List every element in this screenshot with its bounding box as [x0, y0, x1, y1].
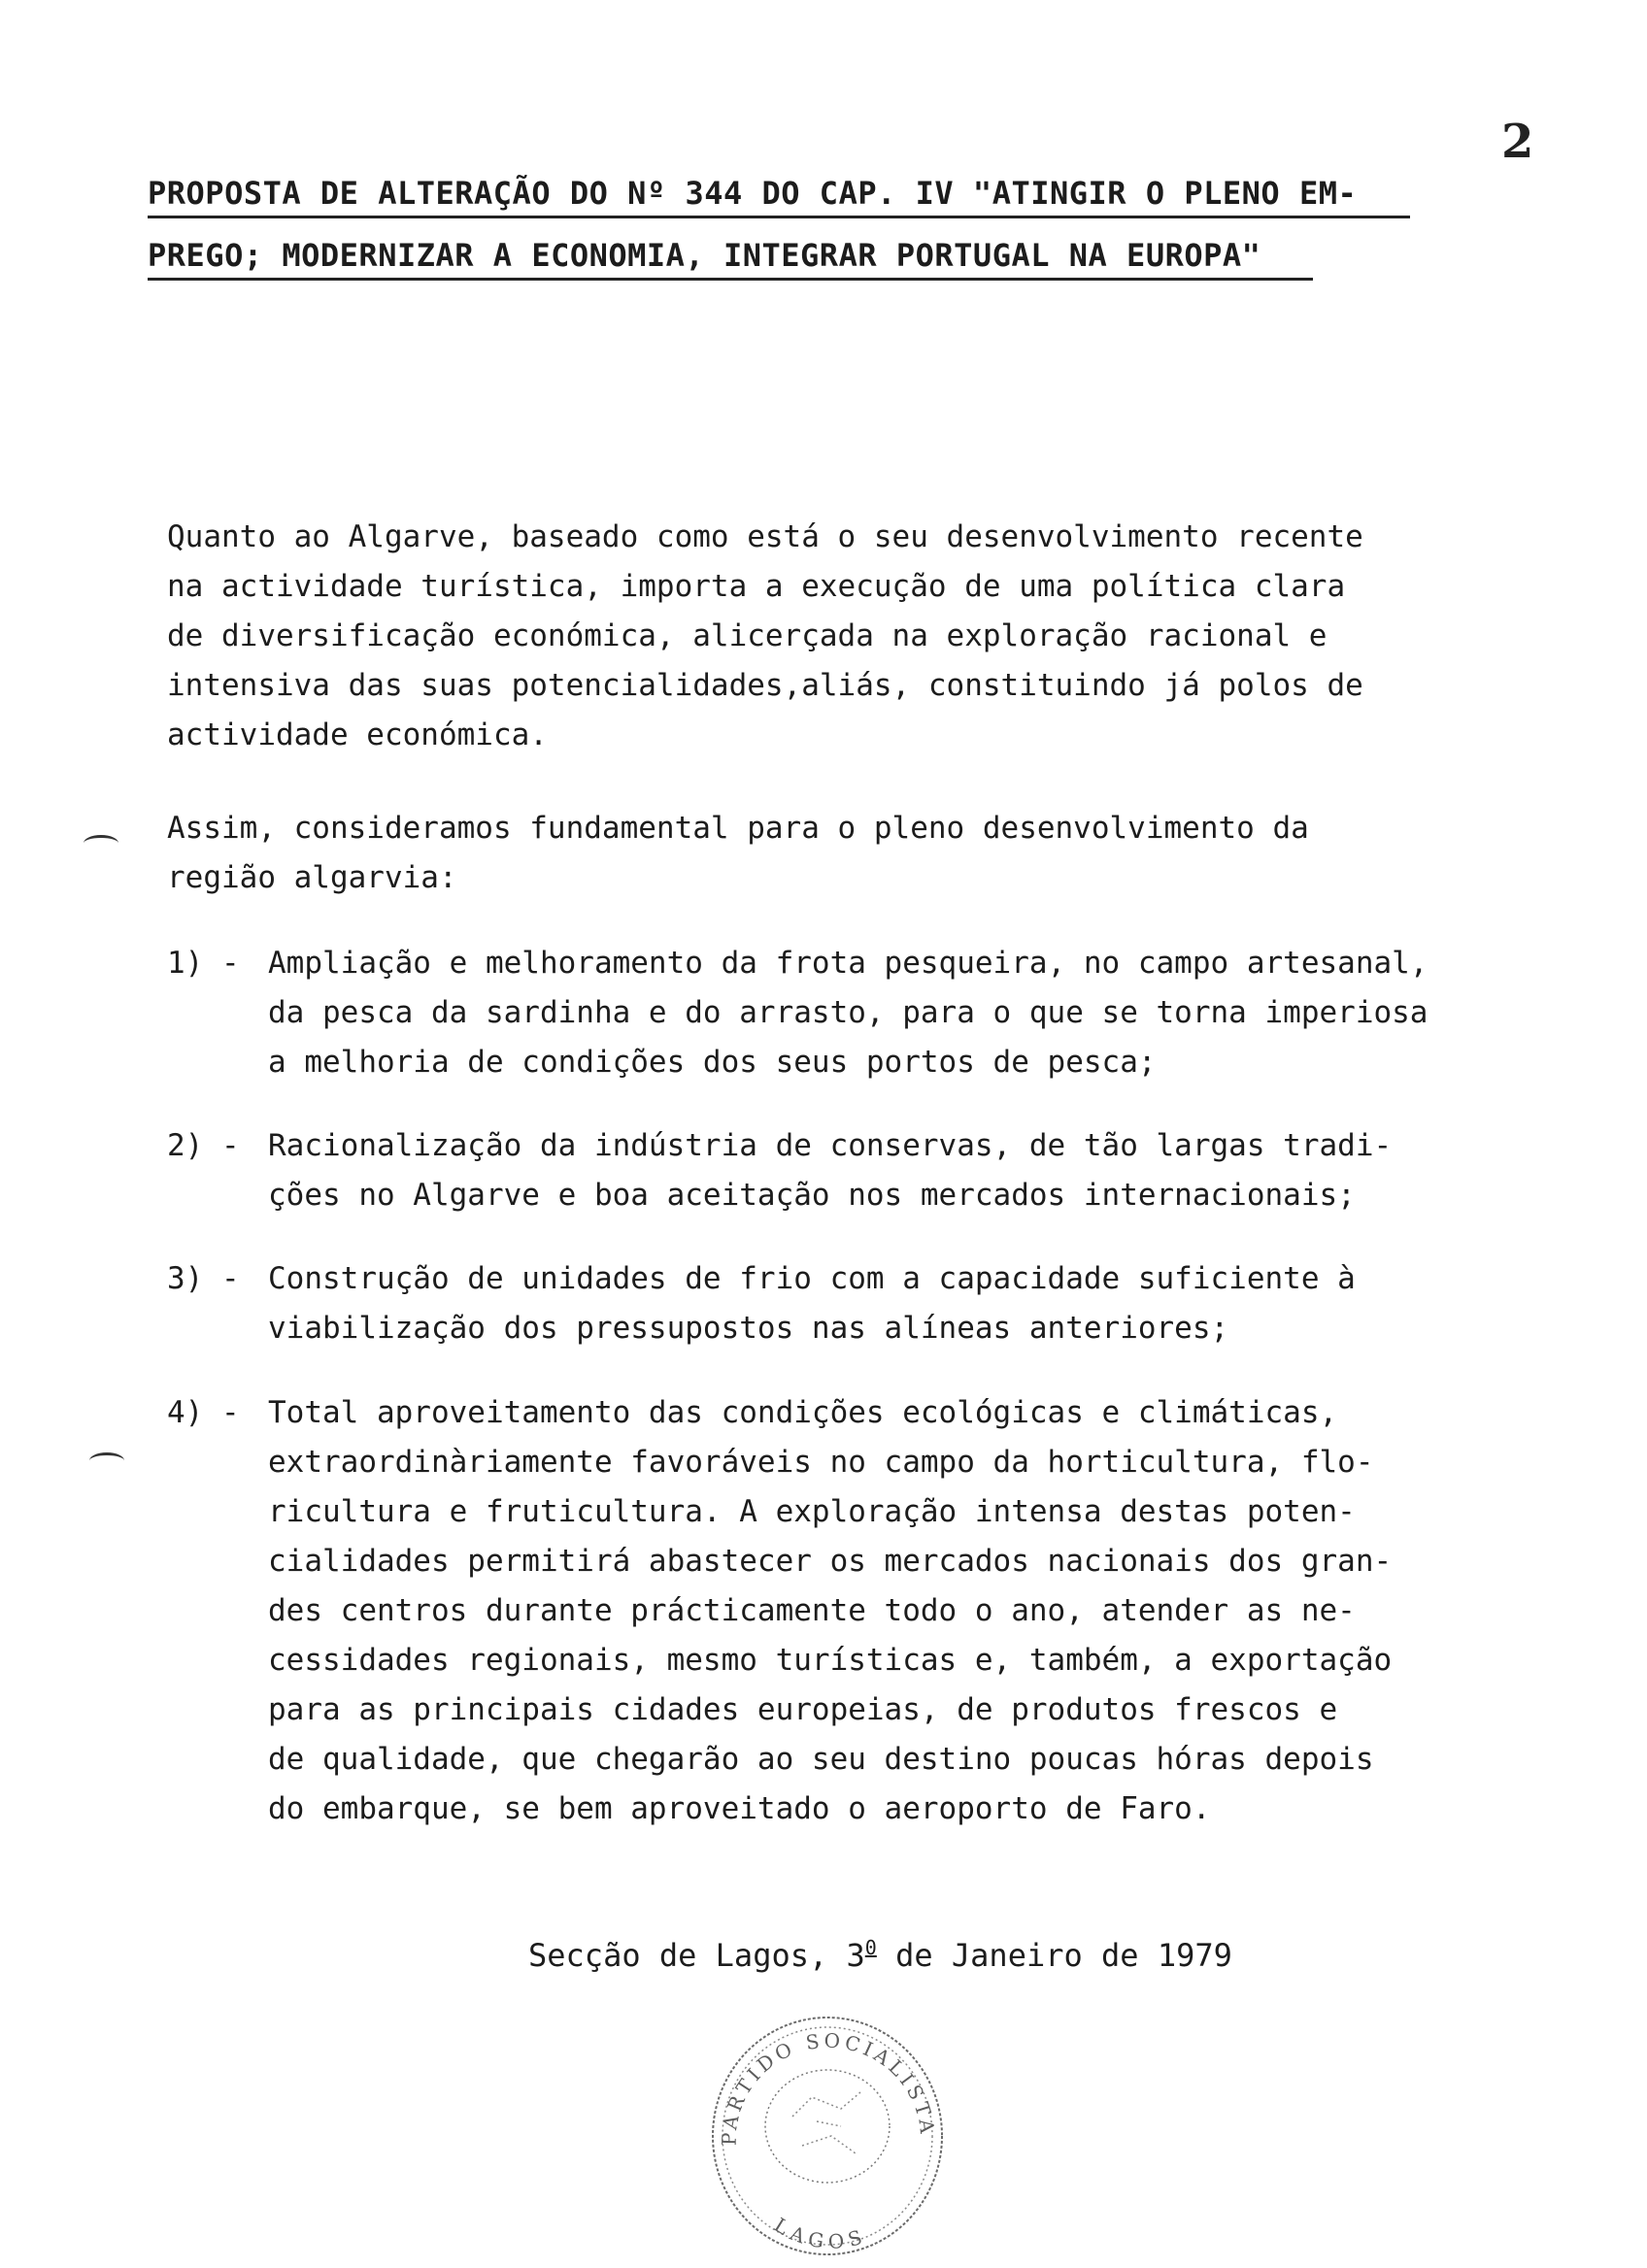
signature-line [528, 1936, 1232, 1974]
svg-text:LAGOS [770, 2213, 870, 2253]
list-item-number: 2) - [167, 1128, 240, 1163]
intro-paragraph: Quanto ao Algarve, baseado como está o seu desenvolvimento recente na actividade turística, importa a execução de uma política clara de diversificação económica, alicerçada na exploração racional e intensiva das suas potencialidades,aliás, constituindo já polos de actividade económica. [167, 519, 1363, 752]
list-item-number: 3) - [167, 1261, 240, 1296]
margin-mark [84, 835, 118, 851]
page-number: 2 [1501, 115, 1534, 169]
margin-mark [89, 1452, 124, 1469]
stamp-bottom-text: LAGOS [770, 2213, 871, 2254]
signature-place-date: Secção de Lagos, 3 [528, 1937, 865, 1974]
party-stamp-seal [695, 2000, 958, 2268]
svg-text:PARTIDO SOCIALISTA [718, 2028, 940, 2146]
list-item-text: Construção de unidades de frio com a capacidade suficiente à viabilização dos pressupostos nas alíneas anteriores; [268, 1261, 1356, 1346]
assim-paragraph: Assim, consideramos fundamental para o pleno desenvolvimento da região algarvia: [167, 811, 1309, 895]
list-item-number: 1) - [167, 946, 240, 981]
list-item-number: 4) - [167, 1395, 240, 1430]
signature-date-rest: de Janeiro de 1979 [876, 1937, 1232, 1974]
document-title-line-2: PREGO; MODERNIZAR A ECONOMIA, INTEGRAR PORTUGAL NA EUROPA" [148, 237, 1313, 281]
signature-ordinal: 0 [864, 1936, 877, 1959]
list-item-text: Ampliação e melhoramento da frota pesqueira, no campo artesanal, da pesca da sardinha e do arrasto, para o que se torna imperiosa a melhoria de condições dos seus portos de pesca; [268, 946, 1429, 1080]
document-title-line-1: PROPOSTA DE ALTERAÇÃO DO Nº 344 DO CAP. IV "ATINGIR O PLENO EM- [148, 175, 1410, 218]
stamp-top-text: PARTIDO SOCIALISTA [717, 2028, 940, 2147]
list-item-text: Racionalização da indústria de conservas, de tão largas tradi- ções no Algarve e boa aceitação nos mercados internacionais; [268, 1128, 1393, 1213]
list-item-text: Total aproveitamento das condições ecológicas e climáticas, extraordinàriamente favoráveis no campo da horticultura, flo- ricultura e fruticultura. A exploração intensa destas poten- cialidades permitirá abastecer os mercados nacionais dos gran- des centros durante prácticamente todo o ano, atender as ne- cessidades regionais, mesmo turísticas e, também, a exportação para as principais cidades europeias, de produtos frescos e de qualidade, que chegarão ao seu destino poucas hóras depois do embarque, se bem aproveitado o aeroporto de Faro. [268, 1395, 1393, 1826]
